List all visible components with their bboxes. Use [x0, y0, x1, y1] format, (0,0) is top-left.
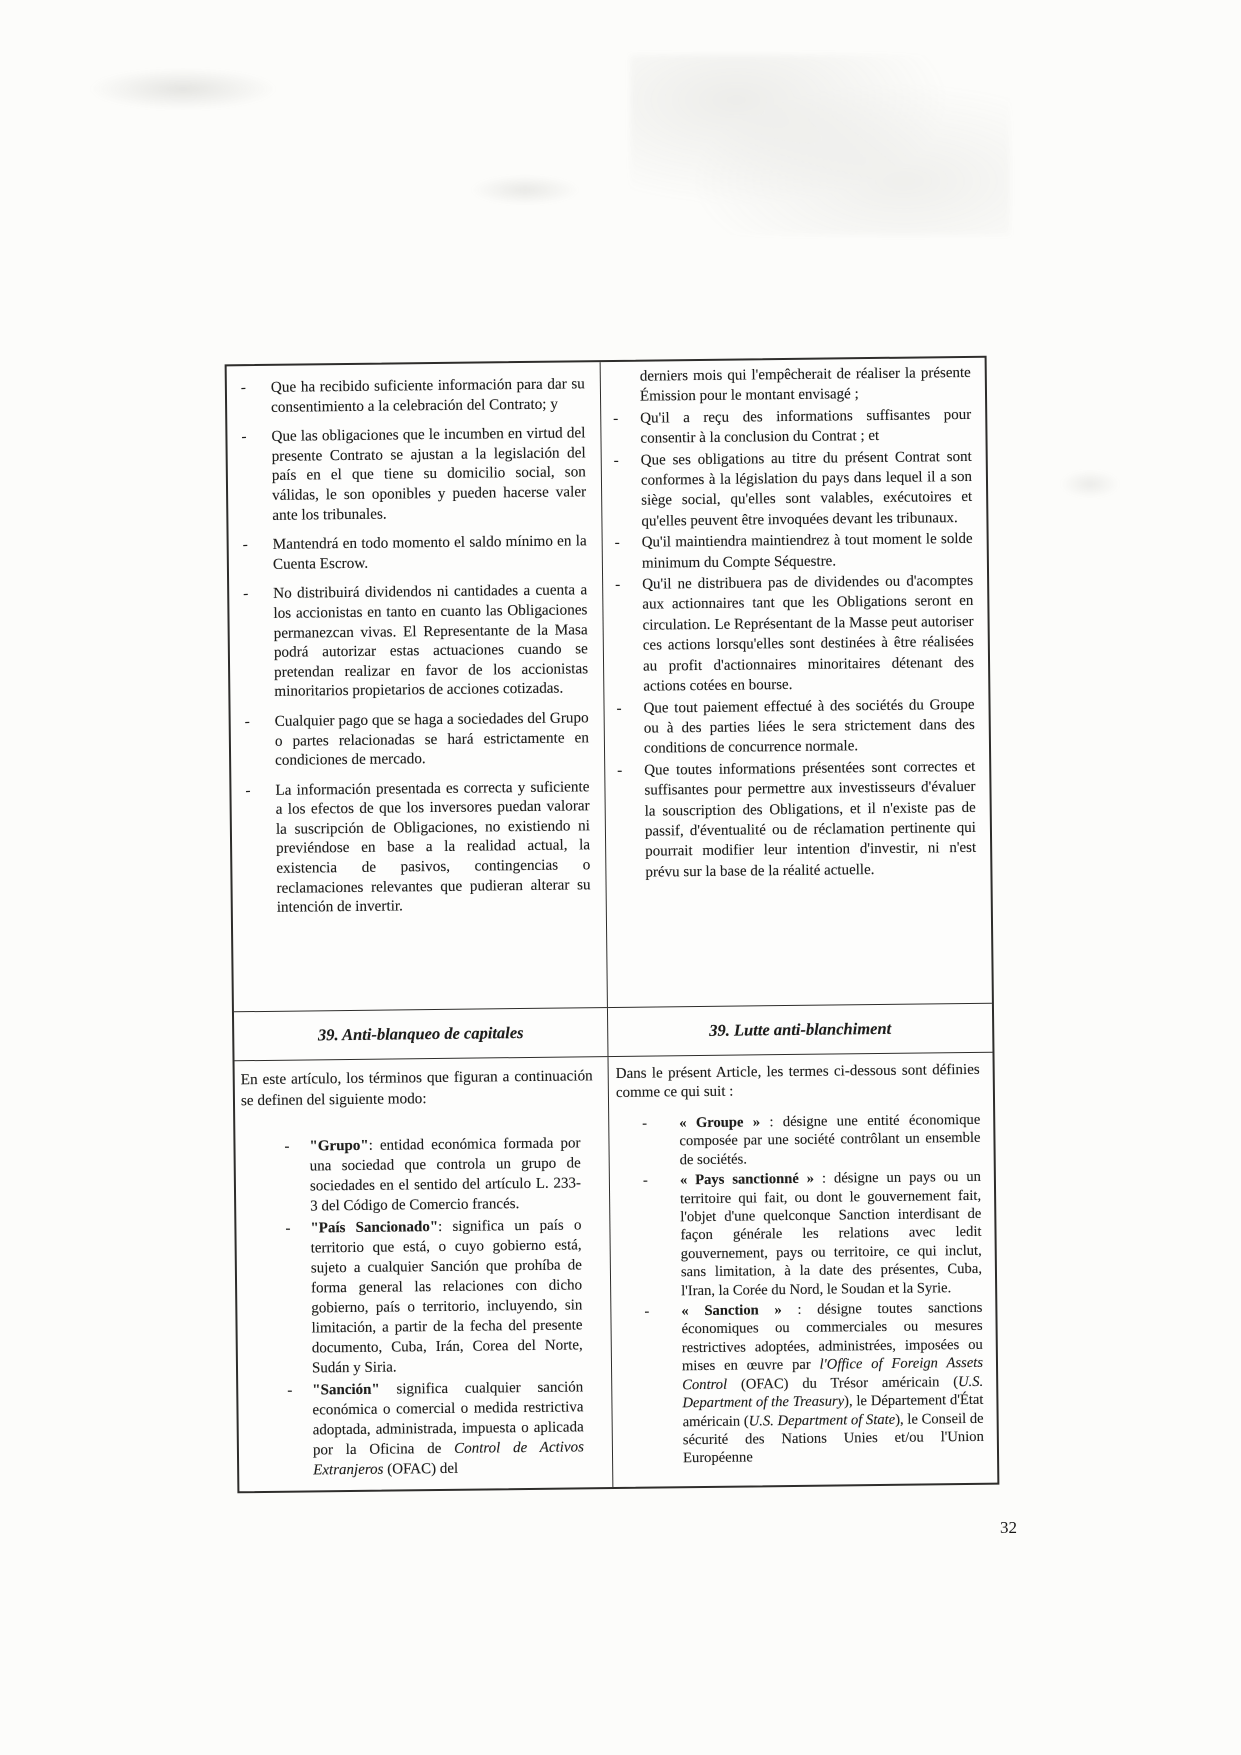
clause-item — [601, 405, 971, 450]
definition-text: "Sanción" significa cualquier sanción económica o comercial o medida restrictiva adoptada, administrada, impuesta o aplicada por la Oficina de Control de Activos Extranjeros (OFAC) del — [312, 1379, 585, 1479]
section-header-spanish: 39. Anti-blanqueo de capitales — [234, 1008, 609, 1060]
dash-bullet: - — [614, 535, 620, 552]
dash-bullet: - — [616, 700, 622, 717]
clause-item — [605, 757, 976, 884]
dash-bullet: - — [642, 1172, 648, 1189]
clause-text: Mantendrá en todo momento el saldo mínimo en la Cuenta Escrow. — [272, 532, 587, 573]
clause-item — [602, 447, 973, 533]
clause-item — [229, 581, 588, 703]
dash-bullet: - — [241, 428, 247, 446]
definition-item — [238, 1377, 584, 1481]
dash-bullet: - — [284, 1138, 290, 1155]
section-header-row — [234, 1003, 993, 1061]
definition-text: "País Sancionado": significa un país o territorio que está, o cuyo gobierno está, sujeto a cualquier Sanción que prohíba de forma general las relaciones con dicho gobierno, país o territorio, incluyendo, sin limitación, a partir de la fecha del presente documento, Cuba, Irán, Corea del Norte, Sudán y Siria. — [310, 1217, 583, 1377]
clause-text: La información presentada es correcta y suficiente a los efectos de que los inversores puedan valorar la suscripción de Obligaciones, no existiendo ni previéndose en base a la realidad actual, la existencia de pasivos, contingencias o reclamaciones relevantes que pudieran alterar su intención de invertir. — [275, 777, 591, 917]
clause-continuation-text: derniers mois qui l'empêcherait de réaliser la présente Émission pour le montant envisagé ; — [639, 364, 971, 406]
clause-item — [231, 708, 590, 771]
clause-text: Que las obligaciones que le incumben en virtud del presente Contrato se ajustan a la legislación del país en el que tiene su domicilio social, son válidas, le son oponibles y pueden hacerse valer ante los tribunales. — [271, 424, 587, 524]
clause-item — [603, 571, 974, 698]
definition-text: "Grupo": entidad económica formada por una sociedad que controla un grupo de sociedades en el sentido del artículo L. 233-3 del Código de Comercio francés. — [309, 1135, 582, 1215]
definitions-intro-spanish: En este artículo, los términos que figuran a continuación se definen del siguiente modo: — [240, 1067, 593, 1110]
clause-item — [603, 529, 973, 574]
spanish-definition-list — [235, 1133, 612, 1481]
clause-item — [231, 777, 591, 918]
definitions-cell-french — [609, 1053, 998, 1487]
clause-text: No distribuirá dividendos ni cantidades a cuenta a los accionistas en tanto en cuanto las Obligaciones permanezcan vivas. El Representante de la Masa podrá autorizar estas actuaciones cuando se pretendan realizar en favor de los accionistas minoritarios propietarios de acciones cotizadas. — [273, 581, 589, 701]
definition-text: « Pays sanctionné » : désigne un pays ou un territoire qui fait, ou dont le gouvernement fait, l'objet d'une quelconque Sanction interdisant de façon générale les relations avec ledit gouvernement, pays ou territoire, ce qui inclut, sans limitation, à la date des présentes, Cuba, l'Iran, la Corée du Nord, le Soudan et la Syrie. — [679, 1169, 983, 1299]
clause-text: Que ses obligations au titre du présent Contrat sont conformes à la législation du pays dans lequel il a son siège social, qu'elles sont valables, exécutoires et qu'elles peuvent être invoquées devant les tribunaux. — [640, 448, 973, 530]
definition-item — [236, 1215, 583, 1379]
spanish-clause-list — [227, 374, 591, 918]
dash-bullet: - — [285, 1220, 291, 1237]
french-definition-list — [609, 1111, 997, 1469]
definition-text: « Sanction » : désigne toutes sanctions économiques ou commerciales ou mesures restrictives adoptées, administrées, imposées ou mises en œuvre par l'Office of Foreign Assets Control (OFAC) du Trésor américain (U.S. Department of the Treasury), le Département d'État américain (U.S. Department of State), le Conseil de sécurité des Nations Unies et/ou l'Union Européenne — [681, 1299, 984, 1467]
dash-bullet: - — [613, 452, 619, 469]
definition-item — [611, 1299, 984, 1469]
scan-artifact — [470, 175, 580, 205]
definitions-cell-spanish — [235, 1057, 614, 1491]
dash-bullet: - — [242, 536, 248, 554]
dash-bullet: - — [243, 585, 249, 603]
clause-text: Que tout paiement effectué à des sociétés du Groupe ou à des parties liées le sera strictement dans des conditions de concurrence normale. — [643, 696, 975, 757]
dash-bullet: - — [240, 379, 247, 397]
clauses-cell-french — [601, 358, 992, 1007]
clause-text: Qu'il ne distribuera pas de dividendes ou d'acomptes aux actionnaires tant que les Obligations seront en circulation. Le Représentant de la Masse peut autoriser ces actions lorsqu'elles sont destinées à être réalisées au profit d'actionnaires minoritaires détenant des actions cotées en bourse. — [642, 572, 975, 695]
clause-item — [227, 423, 586, 525]
bilingual-contract-table — [225, 356, 1000, 1494]
dash-bullet: - — [287, 1382, 293, 1399]
dash-bullet: - — [245, 781, 251, 799]
french-clause-list — [601, 405, 976, 884]
definitions-intro-french: Dans le présent Article, les termes ci-dessous sont définies comme ce qui suit : — [615, 1061, 980, 1101]
scan-artifact — [630, 55, 1010, 235]
clauses-row — [227, 358, 992, 1012]
dash-bullet: - — [644, 1303, 650, 1320]
clause-text: Que ha recibido suficiente información para dar su consentimiento a la celebración del Contrato; y — [270, 375, 585, 416]
scan-artifact — [88, 68, 278, 110]
clause-text: Qu'il a reçu des informations suffisantes pour consentir à la conclusion du Contrat ; et — [640, 406, 972, 447]
clause-text: Que toutes informations présentées sont correctes et suffisantes pour permettre aux investisseurs d'évaluer la souscription des Obligations, et il n'existe pas de passif, d'éventualité ou de réclamation pertinente qui pourrait modifier leur intention d'investir, ni n'est prévu sur la base de la réalité actuelle. — [644, 758, 977, 881]
clauses-cell-spanish — [227, 362, 608, 1011]
definition-text: « Groupe » : désigne une entité économique composée par une société contrôlant un ensemble de sociétés. — [679, 1111, 981, 1169]
clause-item — [604, 694, 975, 759]
page-number: 32 — [1000, 1518, 1017, 1537]
scan-artifact — [1060, 470, 1120, 498]
dash-bullet: - — [615, 576, 621, 594]
definitions-row — [235, 1052, 998, 1492]
definition-item — [609, 1111, 981, 1170]
clause-item — [229, 531, 587, 574]
section-header-french: 39. Lutte anti-blanchiment — [709, 1018, 892, 1040]
dash-bullet: - — [613, 410, 619, 427]
clause-text: Qu'il maintiendra maintiendrez à tout moment le solde minimum du Compte Séquestre. — [641, 531, 973, 572]
clause-text: Cualquier pago que se haga a sociedades del Grupo o partes relacionadas se hará estrictamente en condiciones de mercado. — [274, 709, 589, 769]
dash-bullet: - — [617, 762, 623, 779]
dash-bullet: - — [642, 1115, 648, 1132]
dash-bullet: - — [244, 713, 250, 731]
clause-item — [227, 374, 585, 417]
definition-item — [235, 1133, 581, 1217]
definition-item — [610, 1168, 982, 1301]
